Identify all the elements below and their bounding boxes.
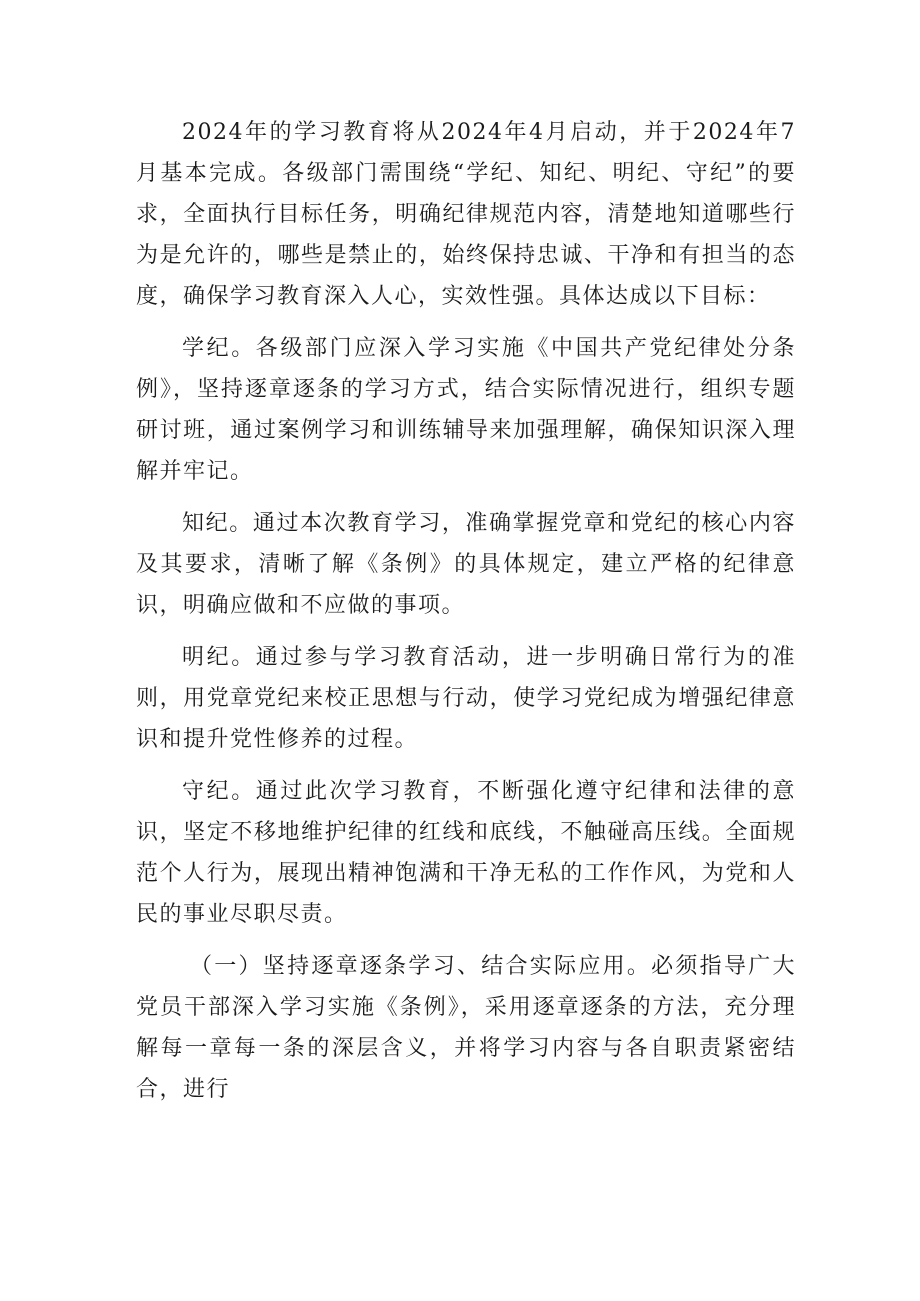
paragraph-section-one: （一）坚持逐章逐条学习、结合实际应用。必须指导广大党员干部深入学习实施《条例》，采用逐章逐条的方法，充分理解每一章每一条的深层含义，并将学习内容与各自职责紧密结合，进行 <box>136 954 796 1102</box>
document-body <box>136 112 796 1121</box>
paragraph-mingji: 明纪。通过参与学习教育活动，进一步明确日常行为的准则，用党章党纪来校正思想与行动，使学习党纪成为增强纪律意识和提升党性修养的过程。 <box>136 645 796 752</box>
paragraph-intro: 2024年的学习教育将从2024年4月启动，并于2024年7月基本完成。各级部门需围绕“学纪、知纪、明纪、守纪”的要求，全面执行目标任务，明确纪律规范内容，清楚地知道哪些行为是允许的，哪些是禁止的，始终保持忠诚、干净和有担当的态度，确保学习教育深入人心，实效性强。具体达成以下目标： <box>136 120 796 309</box>
paragraph-zhiji: 知纪。通过本次教育学习，准确掌握党章和党纪的核心内容及其要求，清晰了解《条例》的具体规定，建立严格的纪律意识，明确应做和不应做的事项。 <box>136 511 796 618</box>
paragraph-xueji: 学纪。各级部门应深入学习实施《中国共产党纪律处分条例》，坚持逐章逐条的学习方式，结合实际情况进行，组织专题研讨班，通过案例学习和训练辅导来加强理解，确保知识深入理解并牢记。 <box>136 336 796 484</box>
paragraph-shouji: 守纪。通过此次学习教育，不断强化遵守纪律和法律的意识，坚定不移地维护纪律的红线和底线，不触碰高压线。全面规范个人行为，展现出精神饱满和干净无私的工作作风，为党和人民的事业尽职尽责。 <box>136 779 796 927</box>
